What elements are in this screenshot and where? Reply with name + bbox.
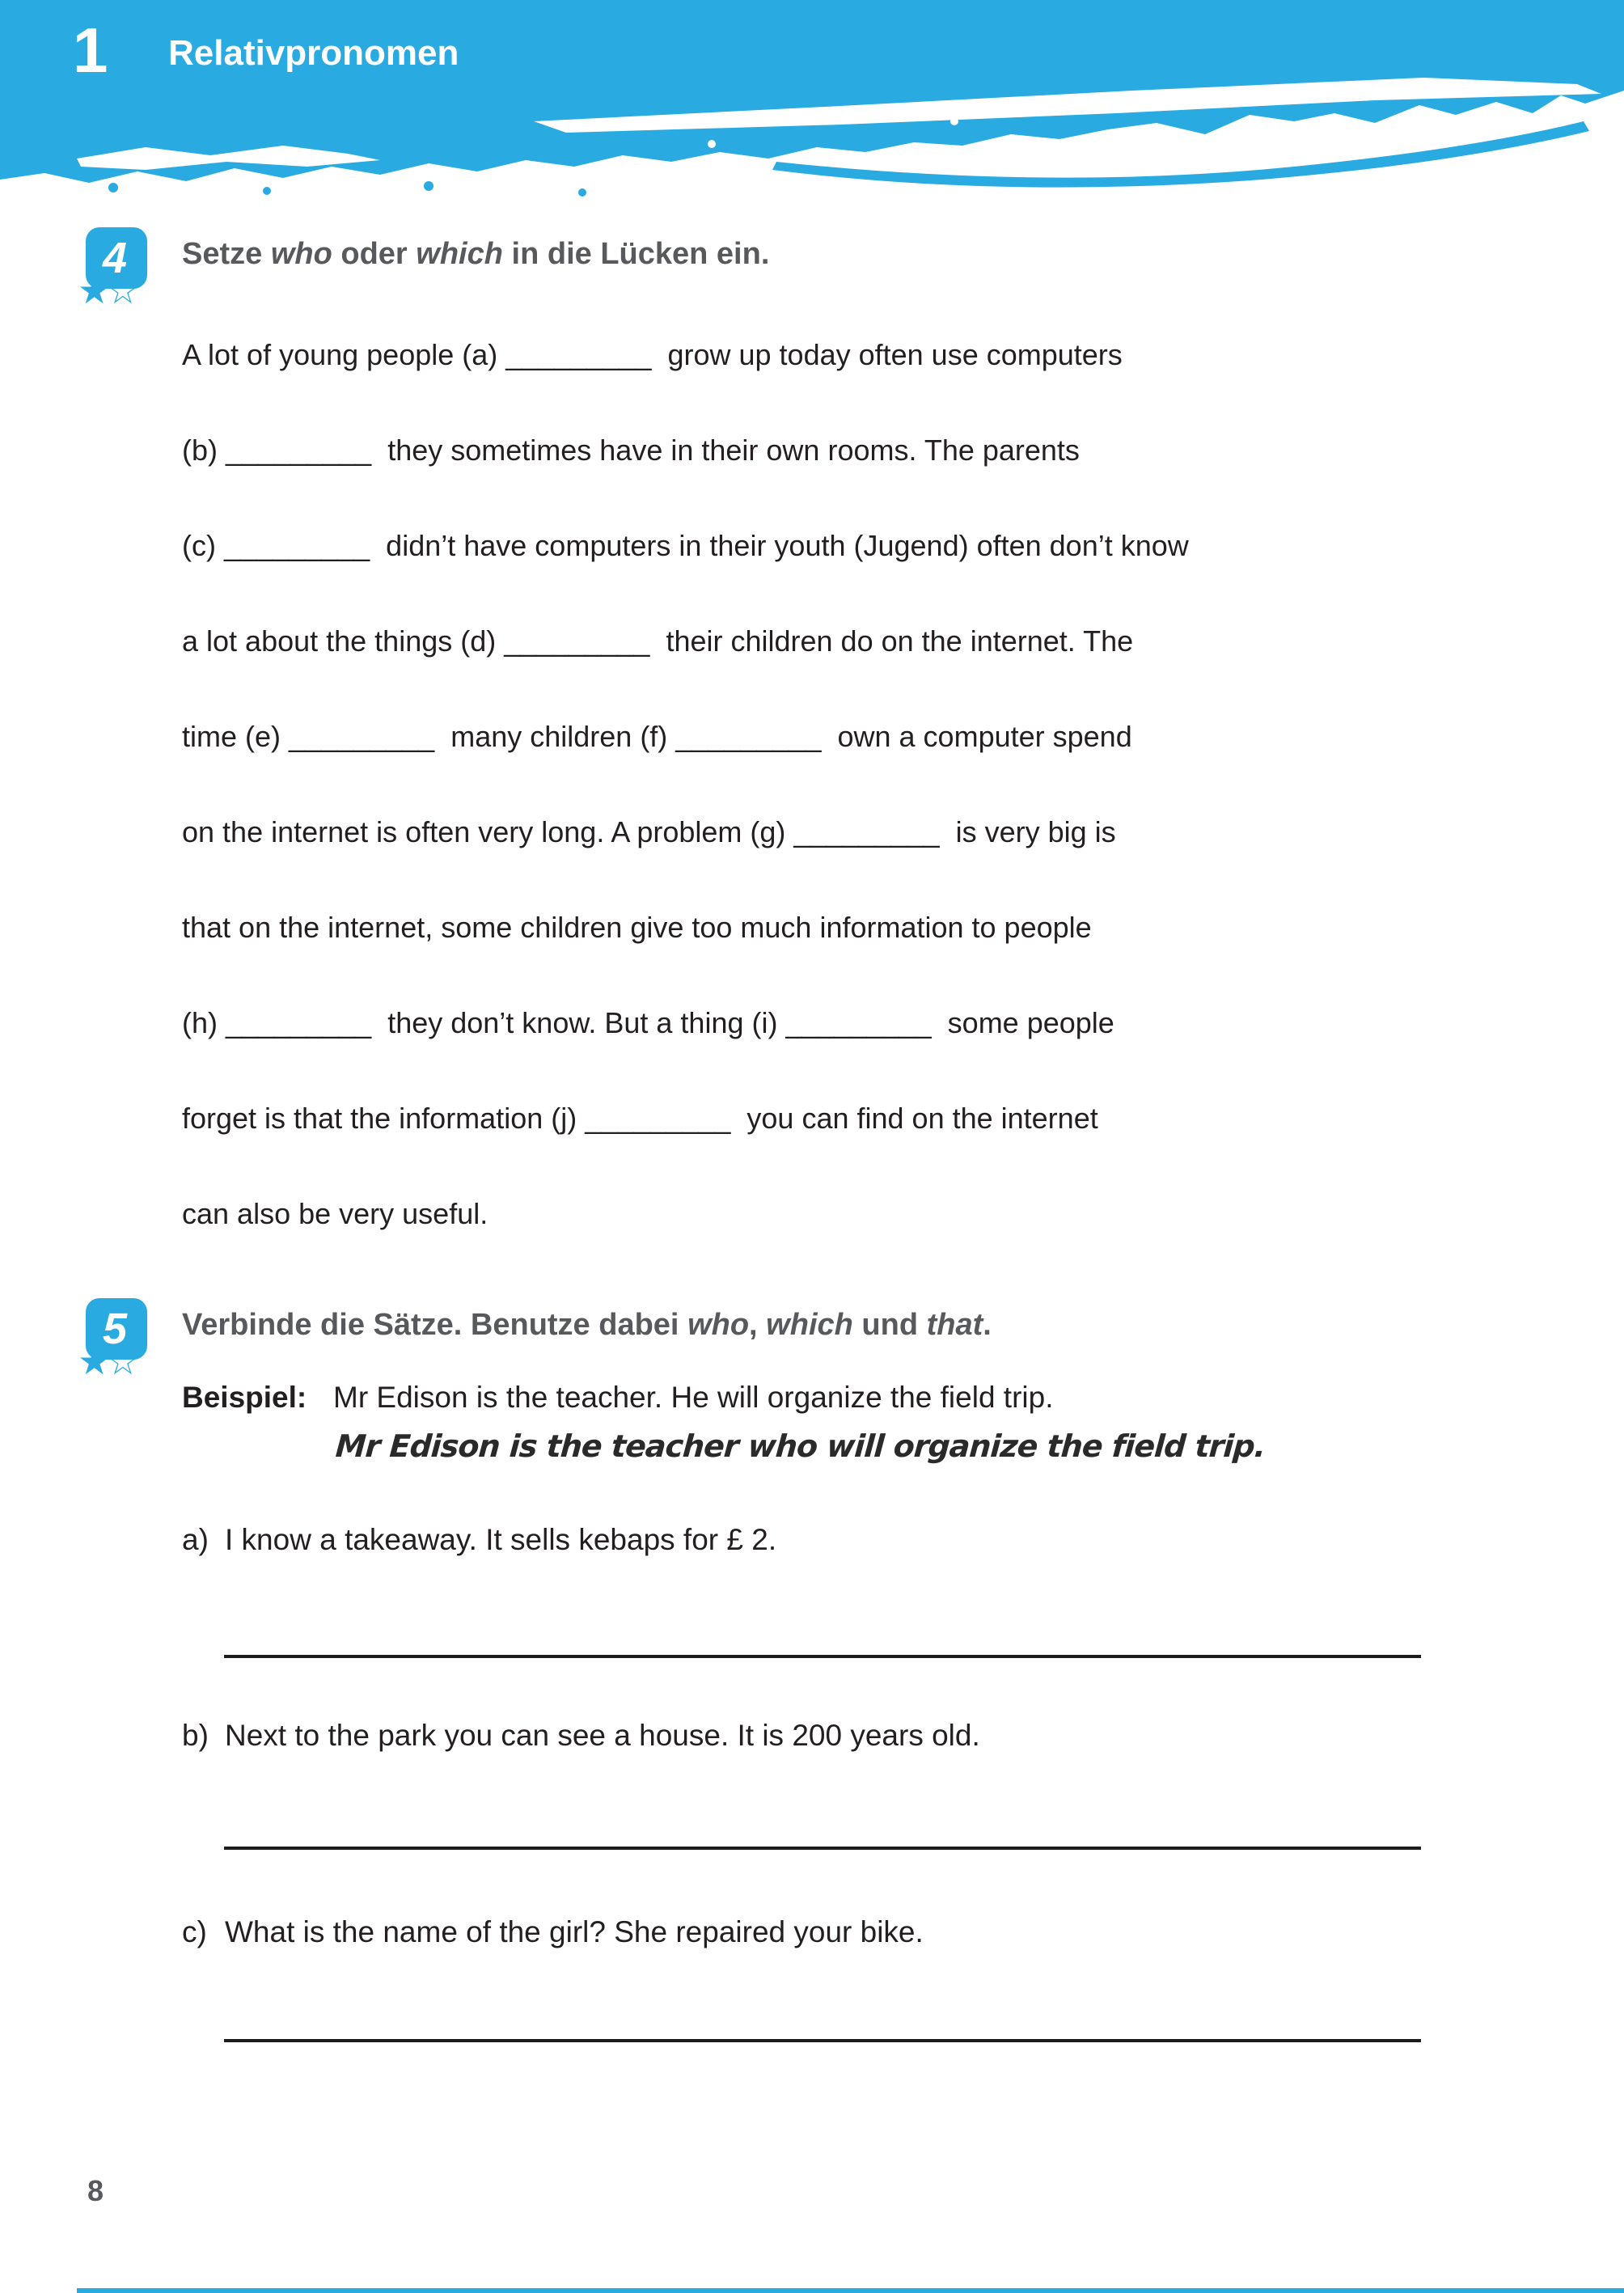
star-empty-icon: ☆ <box>106 1339 135 1383</box>
exercise-4-difficulty-stars <box>78 269 135 312</box>
gap-fill-line: (b) _________ they sometimes have in their own rooms. The parents <box>182 434 1080 467</box>
page-title: Relativpronomen <box>168 33 459 73</box>
exercise-5-difficulty-stars <box>78 1339 135 1383</box>
exercise-5-instruction: Verbinde die Sätze. Benutze dabei who, which und that. <box>182 1308 992 1342</box>
star-filled-icon: ★ <box>78 1339 107 1383</box>
example-label: Beispiel: <box>182 1381 307 1414</box>
star-empty-icon: ☆ <box>106 269 135 312</box>
exercise-5-number: 5 <box>102 1305 128 1353</box>
gap-fill-line: forget is that the information (j) _________ you can find on the internet <box>182 1102 1098 1135</box>
item-a-sentence: I know a takeaway. It sells kebaps for £ 2. <box>225 1523 777 1556</box>
example-sentence: Mr Edison is the teacher. He will organize the field trip. <box>333 1381 1054 1414</box>
item-c-answer-line <box>224 2039 1421 2042</box>
gap-fill-line: (c) _________ didn’t have computers in their youth (Jugend) often don’t know <box>182 529 1189 562</box>
item-b-answer-line <box>224 1847 1421 1850</box>
exercise-4-gap-fill-text <box>182 307 1189 1262</box>
gap-fill-line: that on the internet, some children give too much information to people <box>182 911 1092 944</box>
header-band <box>0 0 1624 198</box>
exercise-4-instruction: Setze who oder which in die Lücken ein. <box>182 237 770 271</box>
gap-fill-line: A lot of young people (a) _________ grow up today often use computers <box>182 338 1123 371</box>
gap-fill-line: can also be very useful. <box>182 1197 488 1230</box>
bottom-accent-bar <box>77 2288 1624 2293</box>
item-b-sentence: Next to the park you can see a house. It is 200 years old. <box>225 1719 980 1752</box>
gap-fill-line: time (e) _________ many children (f) _________ own a computer spend <box>182 720 1132 753</box>
item-a-answer-line <box>224 1655 1421 1658</box>
item-b-label: b) <box>182 1719 209 1752</box>
item-c-sentence: What is the name of the girl? She repaired your bike. <box>225 1915 924 1948</box>
gap-fill-line: a lot about the things (d) _________ their children do on the internet. The <box>182 624 1134 658</box>
gap-fill-line: (h) _________ they don’t know. But a thing (i) _________ some people <box>182 1006 1114 1039</box>
brush-stroke-graphic <box>0 0 1624 198</box>
exercise-4-number: 4 <box>102 234 128 282</box>
item-c-label: c) <box>182 1915 207 1948</box>
item-a-label: a) <box>182 1523 209 1556</box>
unit-number: 1 <box>73 15 108 86</box>
star-filled-icon: ★ <box>78 269 107 312</box>
gap-fill-line: on the internet is often very long. A problem (g) _________ is very big is <box>182 815 1116 848</box>
page-number: 8 <box>87 2174 104 2207</box>
example-handwritten-answer: Mr Edison is the teacher who will organize the field trip. <box>334 1428 1267 1464</box>
